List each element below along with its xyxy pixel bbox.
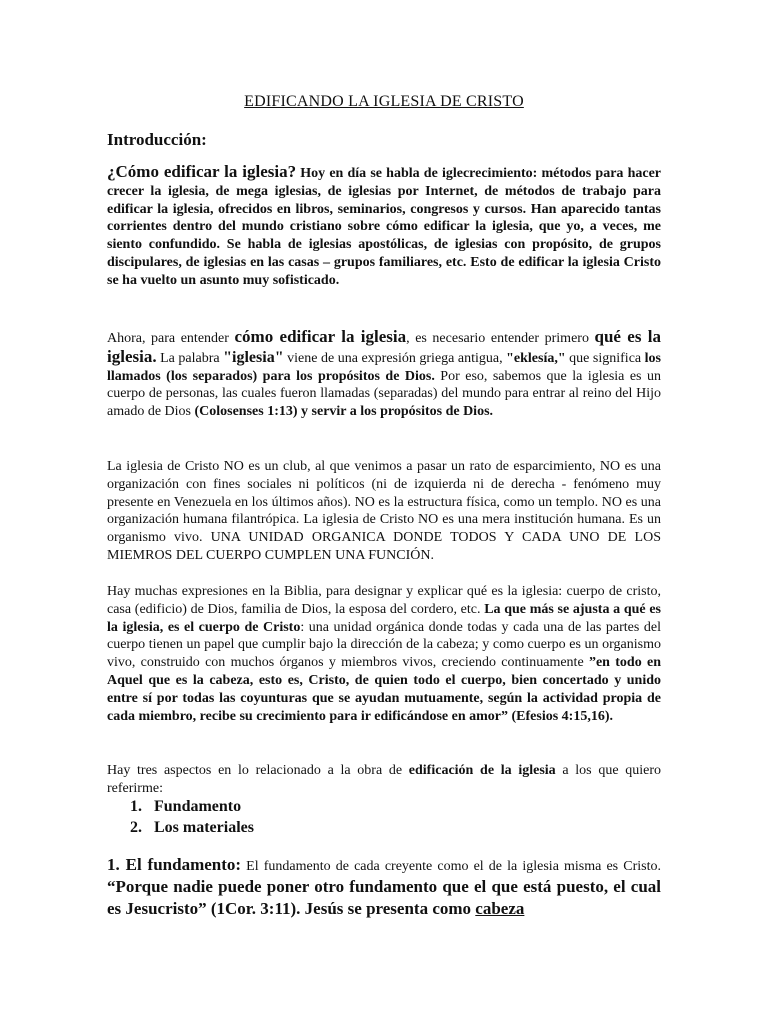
text-span: El fundamento de cada creyente como el de la iglesia misma es Cristo. bbox=[241, 859, 661, 874]
list-number: 1. bbox=[130, 798, 142, 815]
list-item bbox=[130, 796, 254, 817]
paragraph-intro bbox=[107, 163, 661, 290]
text-span: Por eso, sabemos que la iglesia es un cuerpo de personas, las cuales fueron llamadas (separadas) del mundo para entrar al reino del Hijo amado de Dios bbox=[107, 368, 661, 420]
bold-span: cómo edificar la iglesia bbox=[234, 327, 407, 346]
bold-span: “Porque nadie puede poner otro fundamento que el que está puesto, el cual es Jesucristo” (1Cor. 3:11). Jesús se presenta como bbox=[107, 877, 661, 918]
bold-span: La que más se ajusta a qué es la iglesia, es el cuerpo de Cristo bbox=[107, 601, 662, 635]
text-span: , es necesario entender primero bbox=[406, 331, 595, 346]
bold-span: ”en todo en Aquel que es la cabeza, esto es, Cristo, de quien todo el cuerpo, bien concertado y unido entre sí por todas las coyunturas que se ayudan mutuamente, según la actividad propia de cada miembro, recibe su crecimiento para ir edificándose en amor” (Efesios 4:15,16). bbox=[107, 655, 661, 724]
text-span: Hay tres aspectos en lo relacionado a la obra de bbox=[107, 763, 409, 778]
text-span: a los que quiero referirme: bbox=[107, 763, 662, 796]
text-span: La palabra bbox=[156, 350, 224, 366]
bold-span: los llamados (los separados) para los propósitos de Dios. bbox=[107, 350, 661, 384]
bold-span: "eklesía," bbox=[506, 350, 566, 366]
paragraph-fundamento bbox=[107, 855, 661, 921]
underlined-span: cabeza bbox=[475, 899, 525, 918]
bold-span: "iglesia" bbox=[223, 348, 284, 366]
paragraph-body-of-christ bbox=[107, 583, 661, 725]
bold-span: (Colosenses 1:13) y servir a los propósitos de Dios. bbox=[194, 404, 494, 420]
paragraph-what-is-church bbox=[107, 328, 661, 421]
text-span: que significa bbox=[565, 350, 645, 366]
text-span: viene de una expresión griega antigua, bbox=[283, 350, 507, 366]
section-lead: 1. El fundamento: bbox=[107, 855, 242, 874]
text-span: Ahora, para entender bbox=[107, 331, 235, 346]
bold-span: edificación de la iglesia bbox=[408, 763, 556, 778]
paragraph-lead: ¿Cómo edificar la iglesia? bbox=[107, 162, 297, 181]
aspects-list bbox=[130, 796, 254, 838]
paragraph-church-is-not: La iglesia de Cristo NO es un club, al que venimos a pasar un rato de esparcimiento, NO es una organización con fines sociales ni políticos (ni de izquierda ni de derecha - fenómeno muy presente en Venezuela en los últimos años). NO es la estructura física, como un templo. NO es una organización humana filantrópica. La iglesia de Cristo NO es una mera institución humana. Es un organismo vivo. UNA UNIDAD ORGANICA DONDE TODOS Y CADA UNO DE LOS MIEMROS DEL CUERPO CUMPLEN UNA FUNCIÓN. bbox=[107, 459, 661, 563]
list-label: Fundamento bbox=[154, 798, 242, 815]
intro-heading: Introducción: bbox=[107, 130, 207, 149]
paragraph-three-aspects bbox=[107, 762, 661, 798]
paragraph-text: Hoy en día se habla de iglecrecimiento: métodos para hacer crecer la iglesia, de mega iglesias, de iglesias por Internet, de métodos de trabajo para edificar la iglesia, ofrecidos en libros, seminarios, congresos y cursos. Han aparecido tantas corrientes dentro del mundo cristiano sobre cómo edificar la iglesia, que yo, a veces, me siento confundido. Se habla de iglesias apostólicas, de iglesias con propósito, de grupos discipulares, de iglesias en las casas – grupos familiares, etc. Esto de edificar la iglesia Cristo se ha vuelto un asunto muy sofisticado. bbox=[107, 166, 661, 288]
list-item bbox=[130, 817, 254, 838]
bold-span: qué es la iglesia. bbox=[107, 327, 661, 366]
document-title: EDIFICANDO LA IGLESIA DE CRISTO bbox=[244, 93, 524, 110]
list-label: Los materiales bbox=[154, 819, 254, 836]
text-span: Hay muchas expresiones en la Biblia, para designar y explicar qué es la iglesia: cuerpo de cristo, casa (edificio) de Dios, familia de Dios, la esposa del cordero, etc. bbox=[107, 584, 661, 617]
list-number: 2. bbox=[130, 819, 142, 836]
text-span: : una unidad orgánica donde todas y cada una de las partes del cuerpo tienen un papel que cumplir bajo la dirección de la cabeza; y como cuerpo es un organismo vivo, construido con muchos órganos y miembros vivos, creciendo continuamente bbox=[107, 619, 661, 671]
